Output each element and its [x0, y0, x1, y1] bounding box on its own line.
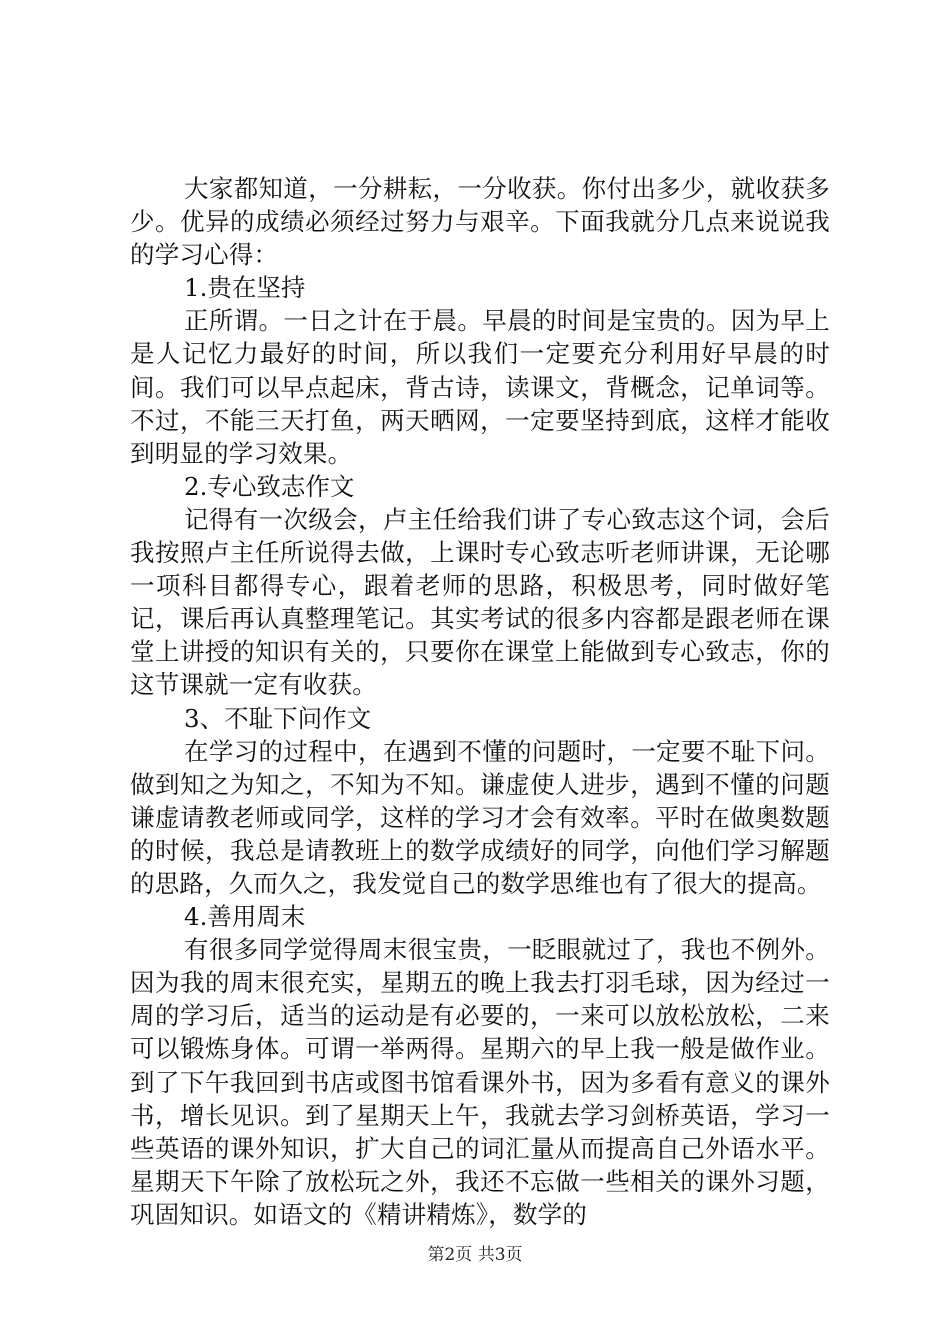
- section-heading-2: 2.专心致志作文: [184, 471, 355, 501]
- section-body-3: 在学习的过程中，在遇到不懂的问题时，一定要不耻下问。做到知之为知之，不知为不知。谦虚使人进步，遇到不懂的问题谦虚请教老师或同学，这样的学习才会有效率。平时在做奥数题的时候，我总是请教班上的数学成绩好的同学，向他们学习解题的思路，久而久之，我发觉自己的数学思维也有了很大的提高。: [130, 736, 830, 898]
- section-heading-4: 4.善用周末: [184, 902, 306, 932]
- section-heading-3: 3、不耻下问作文: [184, 703, 372, 733]
- section-body-1: 正所谓。一日之计在于晨。早晨的时间是宝贵的。因为早上是人记忆力最好的时间，所以我们一定要充分利用好早晨的时间。我们可以早点起床，背古诗，读课文，背概念，记单词等。不过，不能三天打鱼，两天晒网，一定要坚持到底，这样才能收到明显的学习效果。: [130, 306, 830, 468]
- document-body: [130, 172, 830, 1231]
- page-footer: 第2页 共3页: [427, 1245, 523, 1265]
- section-body-4: 有很多同学觉得周末很宝贵，一眨眼就过了，我也不例外。因为我的周末很充实，星期五的晚上我去打羽毛球，因为经过一周的学习后，适当的运动是有必要的，一来可以放松放松，二来可以锻炼身体。可谓一举两得。星期六的早上我一般是做作业。到了下午我回到书店或图书馆看课外书，因为多看有意义的课外书，增长见识。到了星期天上午，我就去学习剑桥英语，学习一些英语的课外知识，扩大自己的词汇量从而提高自己外语水平。星期天下午除了放松玩之外，我还不忘做一些相关的课外习题，巩固知识。如语文的《精讲精炼》，数学的: [130, 935, 830, 1229]
- section-body-2: 记得有一次级会，卢主任给我们讲了专心致志这个词，会后我按照卢主任所说得去做，上课时专心致志听老师讲课，无论哪一项科目都得专心，跟着老师的思路，积极思考，同时做好笔记，课后再认真整理笔记。其实考试的很多内容都是跟老师在课堂上讲授的知识有关的，只要你在课堂上能做到专心致志，你的这节课就一定有收获。: [130, 504, 830, 700]
- section-heading-1: 1.贵在坚持: [184, 273, 306, 303]
- intro-paragraph: 大家都知道，一分耕耘，一分收获。你付出多少，就收获多少。优异的成绩必须经过努力与艰辛。下面我就分几点来说说我的学习心得：: [130, 174, 830, 270]
